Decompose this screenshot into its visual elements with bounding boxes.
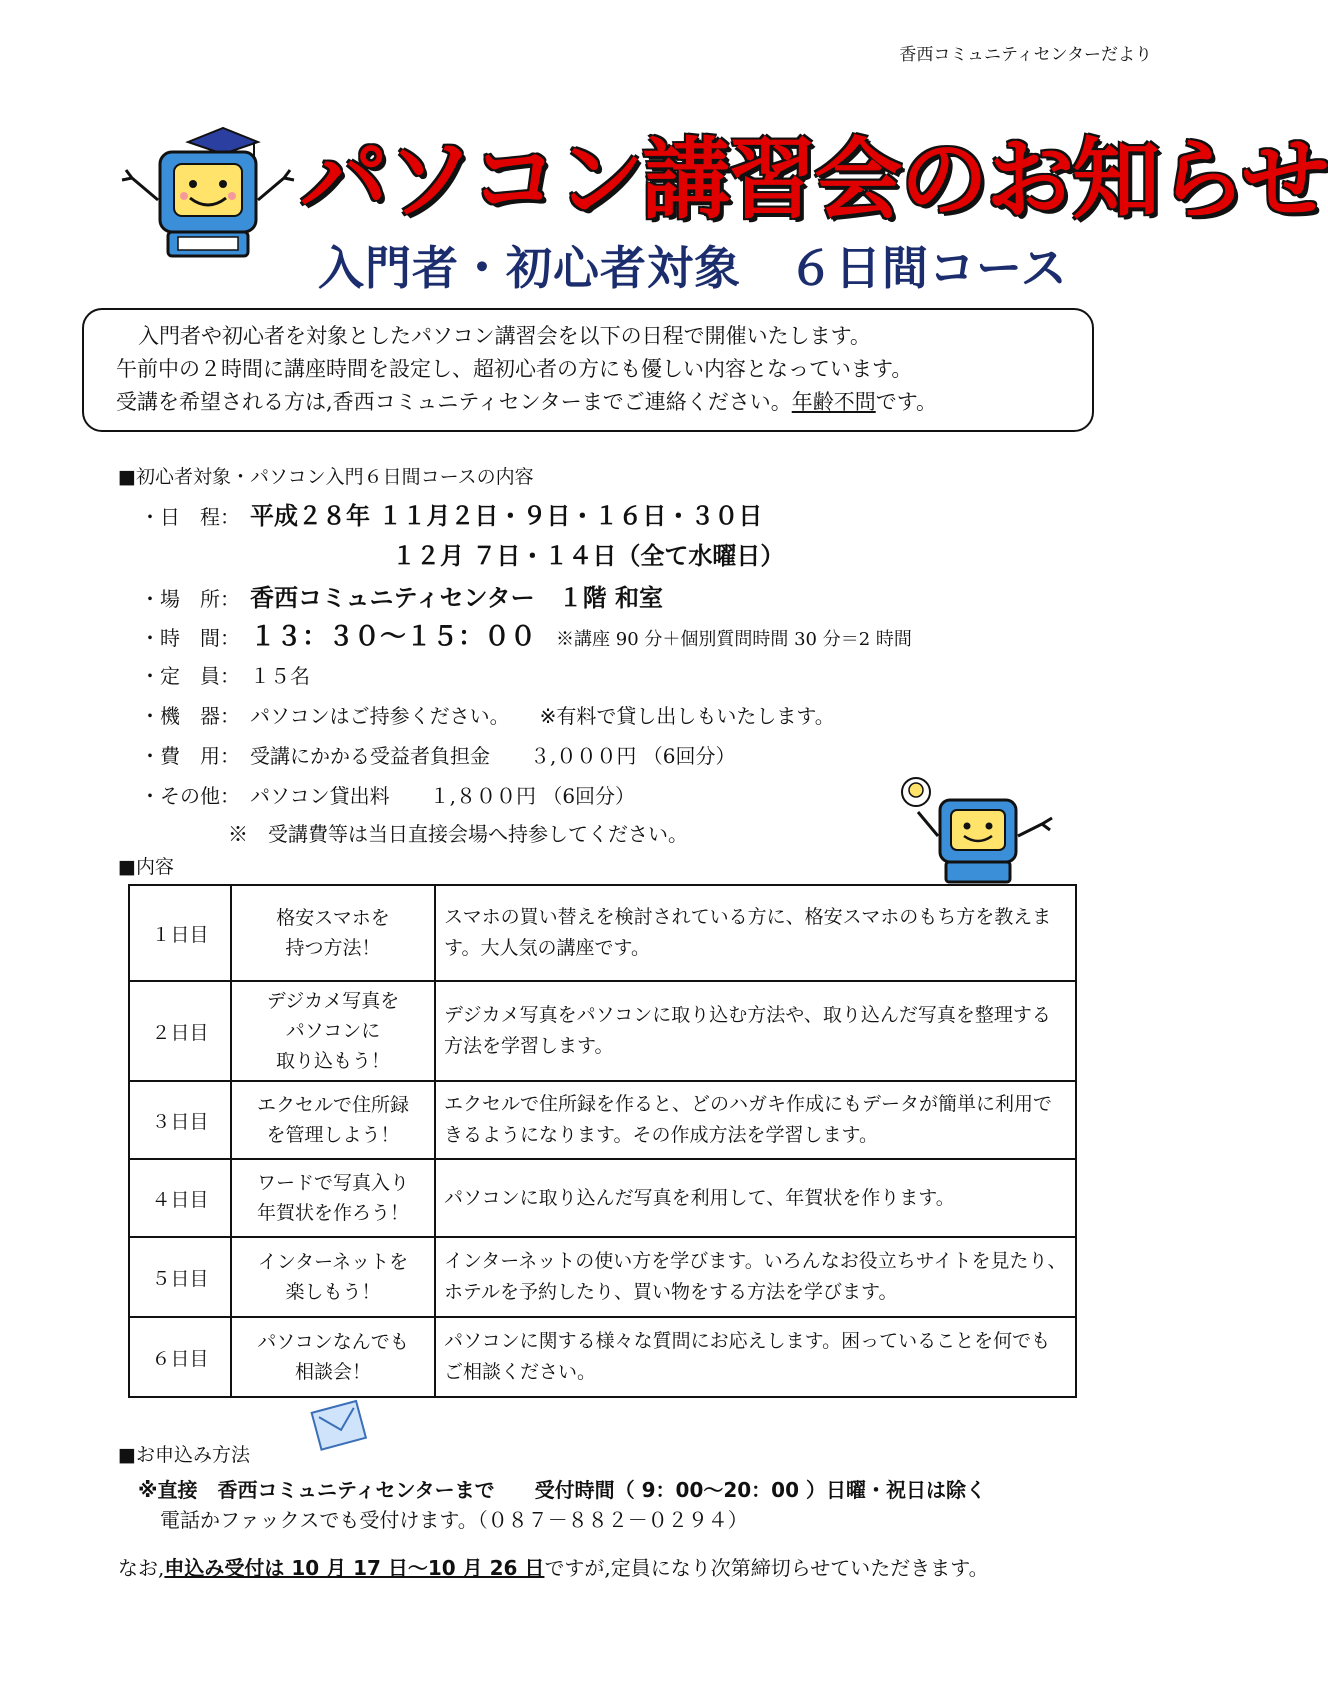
row-title: インターネットを 楽しもう！ [231, 1237, 435, 1317]
row-desc: インターネットの使い方を学びます。いろんなお役立ちサイトを見たり、ホテルを予約したり、買い物をする方法を学びます。 [435, 1237, 1076, 1317]
intro-box [82, 308, 1094, 432]
envelope-icon [312, 1398, 368, 1452]
fee-row: ・費 用： 受講にかかる受益者負担金 ３,０００円 （6回分） [140, 744, 736, 768]
row-desc: デジカメ写真をパソコンに取り込む方法や、取り込んだ写真を整理する方法を学習します。 [435, 981, 1076, 1081]
row-title: エクセルで住所録 を管理しよう！ [231, 1081, 435, 1159]
time-row: ・時 間： １３：３０～１５：００ ※講座 90 分＋個別質問時間 30 分＝2 時間 [140, 622, 912, 652]
table-row [129, 1237, 1076, 1317]
computer-mascot-graduate-icon [118, 120, 298, 270]
fee-note: ※ 受講費等は当日直接会場へ持参してください。 [228, 822, 688, 846]
table-row [129, 1081, 1076, 1159]
row-desc: スマホの買い替えを検討されている方に、格安スマホのもち方を教えます。大人気の講座です。 [435, 885, 1076, 981]
page-title: パソコン講習会のお知らせ [300, 128, 1328, 231]
computer-mascot-lightbulb-icon [900, 770, 1060, 890]
intro-line-2: 午前中の２時間に講座時間を設定し、超初心者の方にも優しい内容となっています。 [116, 357, 913, 381]
row-title: 格安スマホを 持つ方法！ [231, 885, 435, 981]
table-row [129, 885, 1076, 981]
row-title: ワードで写真入り 年賀状を作ろう！ [231, 1159, 435, 1237]
page-subtitle: 入門者・初心者対象 ６日間コース [318, 241, 1068, 295]
row-day: ２日目 [129, 981, 231, 1081]
schedule-row-2: １２月 ７日・１４日（全て水曜日） [392, 542, 785, 570]
row-day: １日目 [129, 885, 231, 981]
row-title: パソコンなんでも 相談会！ [231, 1317, 435, 1397]
schedule-row: ・日 程： 平成２８年 １１月２日・９日・１６日・３０日 [140, 502, 763, 530]
place-row: ・場 所： 香西コミュニティセンター １階 和室 [140, 584, 663, 612]
masthead: 香西コミュニティセンターだより [899, 45, 1152, 65]
table-row [129, 1317, 1076, 1397]
row-desc: パソコンに取り込んだ写真を利用して、年賀状を作ります。 [435, 1159, 1076, 1237]
age-note: 年齢不問 [791, 390, 876, 414]
course-heading: ■初心者対象・パソコン入門６日間コースの内容 [118, 466, 534, 488]
intro-line-3: 受講を希望される方は,香西コミュニティセンターまでご連絡ください。年齢不問です。 [116, 390, 938, 414]
contents-heading: ■内容 [118, 856, 174, 878]
intro-line-1: 入門者や初心者を対象としたパソコン講習会を以下の日程で開催いたします。 [138, 324, 871, 348]
row-day: ４日目 [129, 1159, 231, 1237]
equipment-row: ・機 器： パソコンはご持参ください。 ※有料で貸し出しもいたします。 [140, 704, 835, 728]
apply-heading: ■お申込み方法 [118, 1444, 250, 1466]
table-row [129, 1159, 1076, 1237]
apply-line-1: ※直接 香西コミュニティセンターまで 受付時間（ 9：00～20：00 ）日曜・祝日は除く [138, 1478, 986, 1502]
capacity-row: ・定 員： １５名 [140, 664, 310, 688]
row-desc: パソコンに関する様々な質問にお応えします。困っていることを何でもご相談ください。 [435, 1317, 1076, 1397]
contents-table [128, 884, 1077, 1398]
table-row [129, 981, 1076, 1081]
row-title: デジカメ写真を パソコンに 取り込もう！ [231, 981, 435, 1081]
other-row: ・その他： パソコン貸出料 １,８００円 （6回分） [140, 784, 636, 808]
row-day: ６日目 [129, 1317, 231, 1397]
apply-line-2: 電話かファックスでも受付けます。（０８７－８８２－０２９４） [160, 1508, 748, 1532]
row-day: ５日目 [129, 1237, 231, 1317]
row-desc: エクセルで住所録を作ると、どのハガキ作成にもデータが簡単に利用できるようになります。その作成方法を学習します。 [435, 1081, 1076, 1159]
deadline-note: なお,申込み受付は 10 月 17 日～10 月 26 日ですが,定員になり次第締切らせていただきます。 [118, 1556, 989, 1580]
row-day: ３日目 [129, 1081, 231, 1159]
